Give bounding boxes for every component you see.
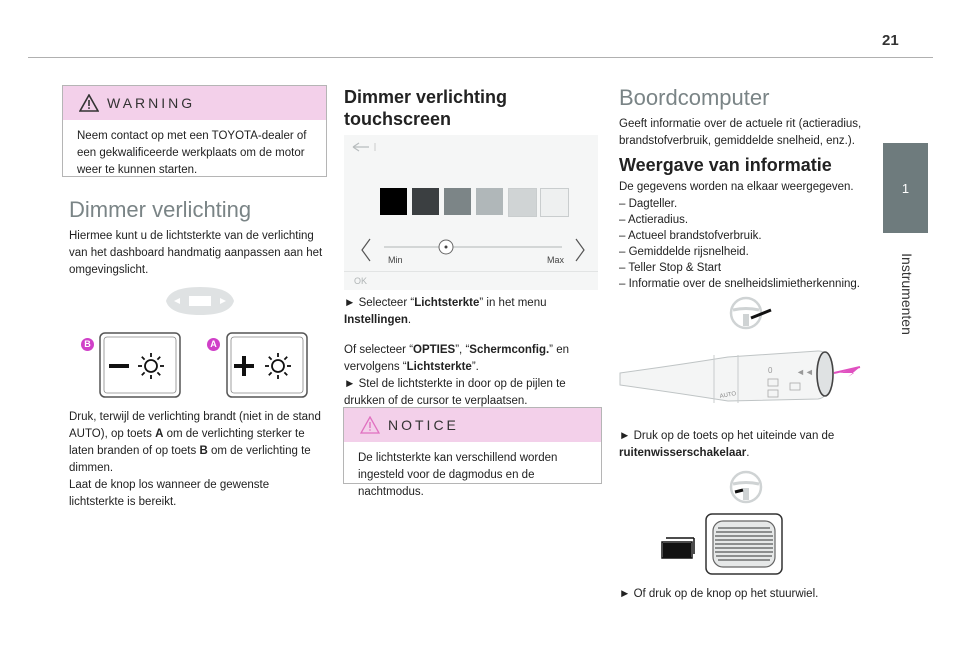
brightness-swatch[interactable] xyxy=(444,188,471,215)
stalk-auto-label: AUTO xyxy=(719,391,737,400)
dimmer-body: Druk, terwijl de verlichting brandt (niet in de stand AUTO), op toets A om de verlichting sterker te laten branden of op toets B om de verlichting te dimmen. Laat de knop los wanneer de gewenste lichtsterkte is bereikt. xyxy=(69,411,321,508)
list-item: – Teller Stop & Start xyxy=(619,260,874,276)
chapter-title-text: Instrumenten xyxy=(899,253,915,335)
display-list-intro: De gegevens worden na elkaar weergegeven. xyxy=(619,181,854,193)
notice-text: De lichtsterkte kan verschillend worden ingesteld voor de dagmodus en de nachtmodus. xyxy=(358,452,558,498)
dimmer-button-b[interactable] xyxy=(99,332,181,398)
notice-header xyxy=(344,408,601,442)
page-number: 21 xyxy=(882,32,899,49)
list-item: – Actueel brandstofverbruik. xyxy=(619,228,874,244)
svg-text:0: 0 xyxy=(768,366,773,375)
notice-triangle-icon xyxy=(360,416,380,434)
slider-min-label: Min xyxy=(388,255,403,265)
dashboard-illustration xyxy=(160,283,240,319)
header-divider xyxy=(28,57,933,58)
label-a-badge: A xyxy=(207,338,220,351)
list-item: – Gemiddelde rijsnelheid. xyxy=(619,244,874,260)
slider-max-label: Max xyxy=(547,255,565,265)
touchscreen-step1: ► Selecteer “Lichtsterkte” in het menu Instellingen. xyxy=(344,297,547,326)
warning-header xyxy=(63,86,326,120)
warning-text: Neem contact op met een TOYOTA-dealer of een gekwalificeerde werkplaats om de motor weer te kunnen starten. xyxy=(77,130,307,176)
steering-wheel-step: ► Of druk op de knop op het stuurwiel. xyxy=(619,588,819,600)
list-item: – Informatie over de snelheidslimietherkenning. xyxy=(619,276,874,292)
label-b-badge: B xyxy=(81,338,94,351)
dimmer-heading: Dimmer verlichting xyxy=(69,197,252,222)
minus-icon xyxy=(109,364,129,368)
svg-text:◄◄: ◄◄ xyxy=(796,367,814,377)
back-arrow-icon[interactable] xyxy=(351,141,383,153)
warning-box xyxy=(62,85,327,177)
boordcomputer-intro: Geeft informatie over de actuele rit (actieradius, brandstofverbruik, gemiddelde snelheid, enz.). xyxy=(619,118,862,147)
brightness-swatch[interactable] xyxy=(380,188,407,215)
steering-wheel-button-illustration[interactable] xyxy=(660,512,785,578)
right-arrow-icon xyxy=(576,239,584,261)
stalk-step: ► Druk op de toets op het uiteinde van de ruitenwisserschakelaar. xyxy=(619,430,835,459)
steering-wheel-icon-2 xyxy=(729,470,765,504)
chapter-title xyxy=(872,236,942,356)
touchscreen-mock xyxy=(344,135,598,290)
notice-title: NOTICE xyxy=(388,417,459,433)
dimmer-intro: Hiermee kunt u de lichtsterkte van de verlichting van het dashboard handmatig aanpassen aan het omgevingslicht. xyxy=(69,230,323,276)
left-arrow-icon xyxy=(362,239,370,261)
touchscreen-heading: Dimmer verlichting touchscreen xyxy=(344,87,508,129)
brightness-swatches xyxy=(380,188,580,216)
touchscreen-step2: Of selecteer “OPTIES”, “Schermconfig.” en vervolgens “Lichtsterkte”. ► Stel de lichtsterkte in door op de pijlen te drukken of de cursor te verplaatsen. xyxy=(344,344,569,407)
warning-title: WARNING xyxy=(107,95,196,111)
steering-wheel-icon xyxy=(729,296,775,330)
brightness-swatch[interactable] xyxy=(476,188,503,215)
brightness-swatch[interactable] xyxy=(508,188,537,217)
wiper-stalk-illustration xyxy=(618,343,863,415)
list-item: – Dagteller. xyxy=(619,196,874,212)
display-items-list xyxy=(619,196,874,292)
brightness-swatch[interactable] xyxy=(412,188,439,215)
warning-triangle-icon xyxy=(79,94,99,112)
boordcomputer-heading: Boordcomputer xyxy=(619,85,770,110)
dimmer-button-a[interactable] xyxy=(226,332,308,398)
brightness-swatch[interactable] xyxy=(540,188,569,217)
notice-box xyxy=(343,407,602,498)
display-heading: Weergave van informatie xyxy=(619,155,832,175)
ok-button[interactable]: OK xyxy=(354,276,368,286)
chapter-number: 1 xyxy=(901,180,910,196)
list-item: – Actieradius. xyxy=(619,212,874,228)
